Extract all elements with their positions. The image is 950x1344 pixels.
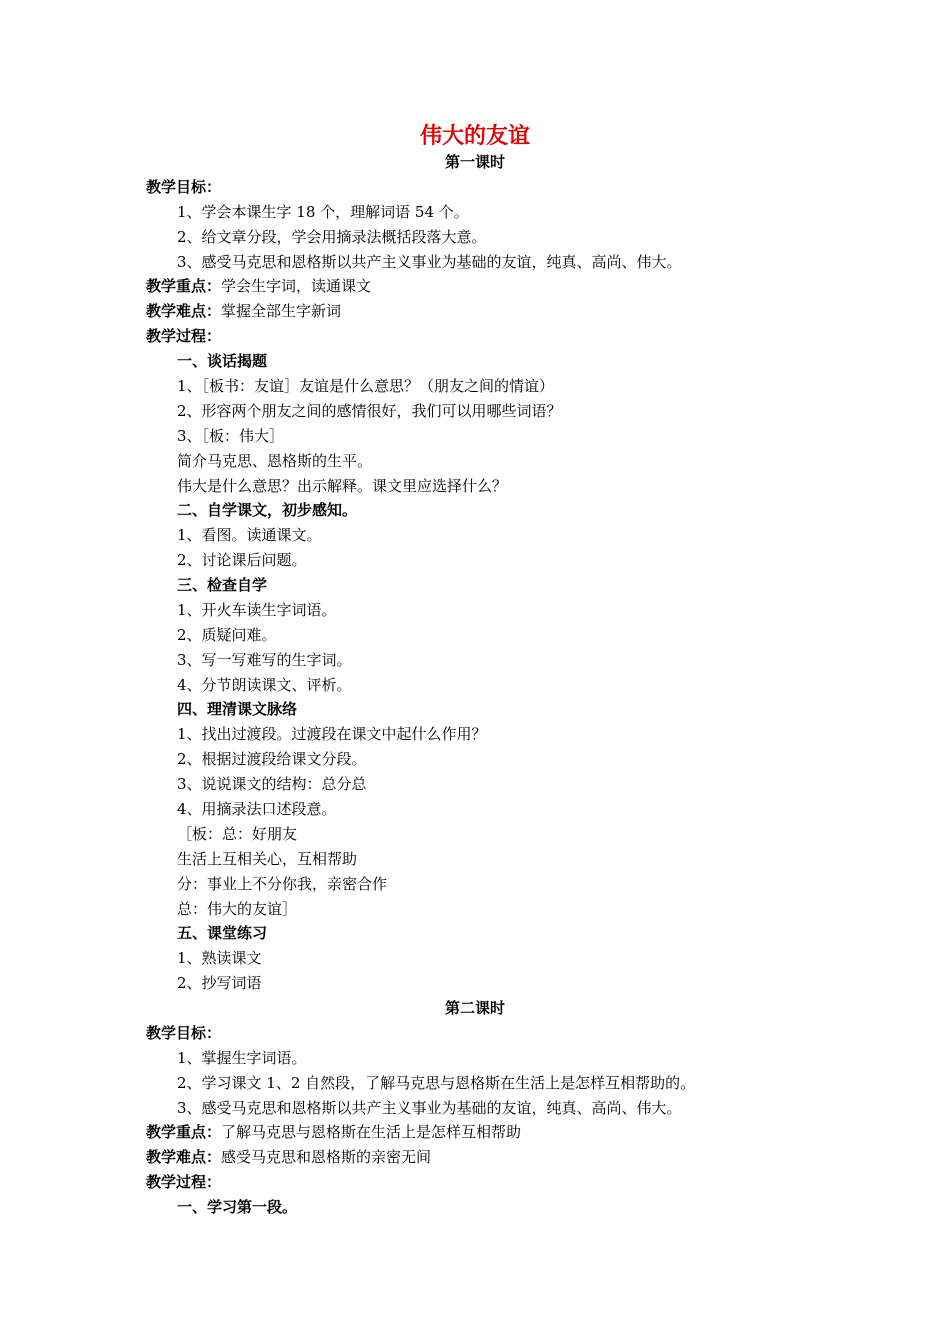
board-note: 分：事业上不分你我，亲密合作	[177, 875, 388, 893]
lesson1-section-1-title: 一、谈话揭题	[177, 352, 268, 370]
lesson1-goal-1: 1、学会本课生字 18 个，理解词语 54 个。	[177, 203, 469, 221]
list-item: 4、用摘录法口述段意。	[177, 800, 337, 818]
lesson1-section-4-title: 四、理清课文脉络	[177, 700, 298, 718]
list-item: 1、开火车读生字词语。	[177, 601, 337, 619]
list-item: 1、［板书：友谊］友谊是什么意思？（朋友之间的情谊）	[177, 377, 555, 395]
lesson1-difficulty	[146, 301, 341, 321]
list-item: 伟大是什么意思？出示解释。课文里应选择什么？	[177, 477, 508, 495]
list-item: 2、根据过渡段给课文分段。	[177, 750, 367, 768]
lesson2-heading: 第二课时	[444, 999, 505, 1017]
lesson1-section-3-title: 三、检查自学	[177, 576, 268, 594]
board-note: ［板：总：好朋友	[177, 825, 298, 843]
lesson1-process-label: 教学过程：	[146, 327, 222, 345]
lesson2-process-label: 教学过程：	[146, 1173, 222, 1191]
lesson2-goal-1: 1、掌握生字词语。	[177, 1049, 307, 1067]
board-note: 生活上互相关心，互相帮助	[177, 850, 358, 868]
lesson2-section-1-title: 一、学习第一段。	[177, 1198, 298, 1216]
lesson1-key-point	[146, 276, 371, 296]
document-title: 伟大的友谊	[419, 123, 530, 149]
list-item: 4、分节朗读课文、评析。	[177, 676, 352, 694]
difficulty-label: 教学难点：	[146, 1148, 222, 1166]
key-text: 学会生字词，读通课文	[221, 277, 372, 295]
list-item: 3、［板：伟大］	[177, 427, 285, 445]
lesson1-heading: 第一课时	[444, 153, 505, 171]
list-item: 3、写一写难写的生字词。	[177, 651, 352, 669]
lesson2-goal-2: 2、学习课文 1、2 自然段，了解马克思与恩格斯在生活上是怎样互相帮助的。	[177, 1074, 696, 1092]
lesson2-key-point	[146, 1122, 521, 1142]
list-item: 1、熟读课文	[177, 949, 262, 967]
difficulty-text: 感受马克思和恩格斯的亲密无间	[221, 1148, 432, 1166]
list-item: 3、说说课文的结构：总分总	[177, 775, 367, 793]
difficulty-label: 教学难点：	[146, 302, 222, 320]
list-item: 2、抄写词语	[177, 974, 262, 992]
list-item: 2、质疑问难。	[177, 626, 277, 644]
lesson1-goals-label: 教学目标：	[146, 178, 222, 196]
lesson1-section-5-title: 五、课堂练习	[177, 924, 268, 942]
list-item: 2、形容两个朋友之间的感情很好，我们可以用哪些词语？	[177, 402, 562, 420]
lesson2-goals-label: 教学目标：	[146, 1024, 222, 1042]
list-item: 2、讨论课后问题。	[177, 551, 307, 569]
lesson1-section-2-title: 二、自学课文，初步感知。	[177, 501, 358, 519]
lesson1-goal-3: 3、感受马克思和恩格斯以共产主义事业为基础的友谊，纯真、高尚、伟大。	[177, 253, 682, 271]
list-item: 1、找出过渡段。过渡段在课文中起什么作用？	[177, 725, 487, 743]
lesson1-goal-2: 2、给文章分段，学会用摘录法概括段落大意。	[177, 228, 487, 246]
key-label: 教学重点：	[146, 277, 222, 295]
key-text: 了解马克思与恩格斯在生活上是怎样互相帮助	[221, 1123, 522, 1141]
difficulty-text: 掌握全部生字新词	[221, 302, 342, 320]
list-item: 1、看图。读通课文。	[177, 526, 322, 544]
lesson2-goal-3: 3、感受马克思和恩格斯以共产主义事业为基础的友谊，纯真、高尚、伟大。	[177, 1099, 682, 1117]
key-label: 教学重点：	[146, 1123, 222, 1141]
lesson2-difficulty	[146, 1147, 431, 1167]
list-item: 简介马克思、恩格斯的生平。	[177, 452, 373, 470]
board-note: 总：伟大的友谊］	[177, 900, 298, 918]
